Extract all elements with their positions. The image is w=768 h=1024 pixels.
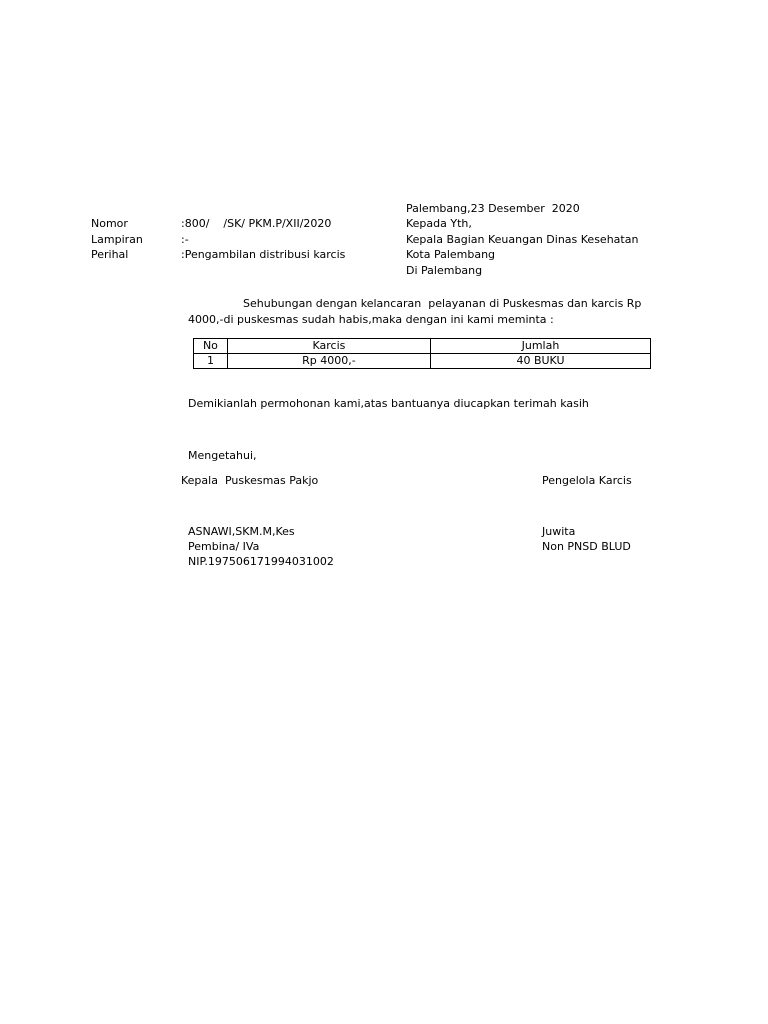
left-signatory-title: Kepala Puskesmas Pakjo <box>181 474 319 487</box>
letter-date: Palembang,23 Desember 2020 <box>406 202 580 215</box>
mengetahui: Mengetahui, <box>188 449 257 462</box>
lampiran-value: :- <box>181 233 189 246</box>
lampiran-label: Lampiran <box>91 233 143 246</box>
right-signatory-status: Non PNSD BLUD <box>542 540 631 553</box>
cell-jumlah: 40 BUKU <box>430 354 650 369</box>
recipient-line-3: Kota Palembang <box>406 248 496 261</box>
karcis-table <box>193 338 651 369</box>
cell-karcis: Rp 4000,- <box>227 354 430 369</box>
nomor-label: Nomor <box>91 217 128 230</box>
recipient-line-2: Kepala Bagian Keuangan Dinas Kesehatan <box>406 233 639 246</box>
col-header-jumlah: Jumlah <box>430 339 650 354</box>
left-signatory-nip: NIP.197506171994031002 <box>188 555 334 568</box>
right-signatory-name: Juwita <box>542 525 576 538</box>
table-row <box>194 354 651 369</box>
col-header-no: No <box>194 339 228 354</box>
recipient-line-1: Kepada Yth, <box>406 217 472 230</box>
perihal-value: :Pengambilan distribusi karcis <box>181 248 346 261</box>
left-signatory-rank: Pembina/ IVa <box>188 540 260 553</box>
col-header-karcis: Karcis <box>227 339 430 354</box>
nomor-value: :800/ /SK/ PKM.P/XII/2020 <box>181 217 332 230</box>
right-signatory-title: Pengelola Karcis <box>542 474 632 487</box>
table-header-row <box>194 339 651 354</box>
perihal-label: Perihal <box>91 248 129 261</box>
left-signatory-name: ASNAWI,SKM.M,Kes <box>188 525 295 538</box>
body-line-2: 4000,-di puskesmas sudah habis,maka dengan ini kami meminta : <box>188 313 554 326</box>
cell-no: 1 <box>194 354 228 369</box>
body-line-1: Sehubungan dengan kelancaran pelayanan di Puskesmas dan karcis Rp <box>243 297 642 310</box>
recipient-line-4: Di Palembang <box>406 264 483 277</box>
closing-line: Demikianlah permohonan kami,atas bantuanya diucapkan terimah kasih <box>188 397 589 410</box>
